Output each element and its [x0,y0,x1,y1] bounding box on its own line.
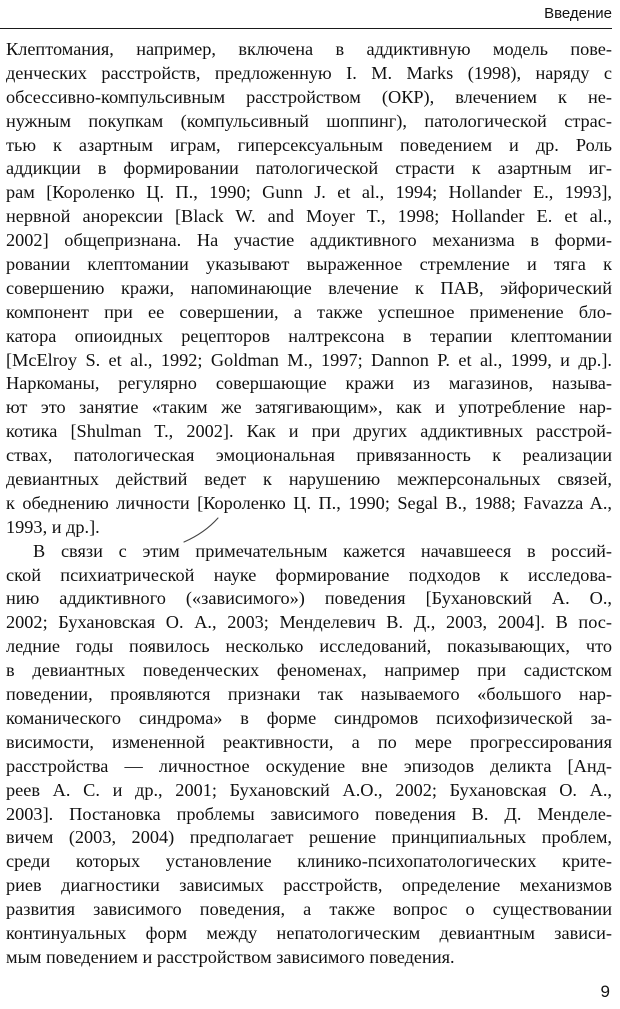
text-line: тью к азартным играм, гиперсексуальным поведением и др. Роль [6,134,612,155]
text-line: нужным покупкам (компульсивный шоппинг), патологической страс- [6,110,612,131]
text-line: рам [Короленко Ц. П., 1990; Gunn J. et al., 1994; Hollander E., 1993], [6,182,612,203]
text-line: континуальных форм между непатологическим девиантным зависи- [6,922,612,943]
text-line: совершению кражи, напоминающие влечение к ПАВ, эйфорический [6,277,612,298]
text-line: в девиантных поведенческих феноменах, например при садистском [6,660,612,681]
text-line: В связи с этим примечательным кажется начавшееся в россий- [33,540,612,561]
text-line: мым поведением и расстройством зависимого поведения. [6,946,455,967]
text-line: 2002; Бухановская О. А., 2003; Менделевич В. Д., 2003, 2004]. В пос- [6,612,612,633]
text-line: расстройства — личностное оскудение вне эпизодов деликта [Анд- [6,755,612,776]
text-line: котика [Shulman T., 2002]. Как и при других аддиктивных расстрой- [6,421,612,442]
text-line: реев А. С. и др., 2001; Бухановский А.О., 2002; Бухановская О. А., [6,779,612,800]
text-line: аддикции в формировании патологической страсти к азартным иг- [6,158,612,179]
text-line: висимости, измененной реактивности, а по мере прогрессирования [6,731,612,752]
text-line: 2002] общепризнана. На участие аддиктивного механизма в форми- [6,230,612,251]
pen-stroke-mark [180,515,222,545]
paragraph-2 [6,540,612,970]
text-line: денческих расстройств, предложенную I. M. Marks (1998), наряду с [6,62,612,83]
header-rule [0,28,612,29]
text-line: девиантных действий ведет к нарушению межперсональных связей, [6,469,612,490]
text-line: ледние годы появилось несколько исследований, показывающих, что [6,636,612,657]
text-line: 2003]. Постановка проблемы зависимого поведения В. Д. Менделе- [6,803,612,824]
paragraph-1 [6,38,612,540]
text-line: катора опиоидных рецепторов налтрексона в терапии клептомании [6,325,612,346]
page-number: 9 [600,982,610,1001]
text-line: ровании клептомании указывают выраженное стремление и тяга к [6,254,612,275]
text-line: Наркоманы, регулярно совершающие кражи из магазинов, называ- [6,373,612,394]
text-line: Клептомания, например, включена в аддиктивную модель пове- [6,39,612,59]
body-text [6,38,612,970]
running-head: Введение [544,5,612,22]
text-line: нервной анорексии [Black W. and Moyer T., 1998; Hollander E. et al., [6,206,612,227]
text-line: риев диагностики зависимых расстройств, определение механизмов [6,875,612,896]
text-line: развития зависимого поведения, а также вопрос о существовании [6,899,612,920]
text-line: ствах, патологическая эмоциональная привязанность к реализации [6,445,612,466]
text-line: поведении, проявляются признаки так называемого «большого нар- [6,684,612,705]
text-line: команического синдрома» в форме синдромов психофизической за- [6,707,612,728]
text-line: вичем (2003, 2004) предполагает решение принципиальных проблем, [6,827,612,848]
text-line: среди которых установление клинико-психопатологических крите- [6,851,612,872]
text-line: ской психиатрической науке формирование подходов к исследова- [6,564,612,585]
text-line: 1993, и др.]. [6,516,100,537]
text-line: компонент при ее совершении, а также успешное применение бло- [6,301,612,322]
text-line: [McElroy S. et al., 1992; Goldman M., 1997; Dannon P. et al., 1999, и др.]. [6,349,612,370]
text-line: к обеднению личности [Короленко Ц. П., 1990; Segal B., 1988; Favazza A., [6,492,612,513]
text-line: нию аддиктивного («зависимого») поведения [Бухановский А. О., [6,588,612,609]
text-line: обсессивно-компульсивным расстройством (ОКР), влечением к не- [6,86,612,107]
text-line: ют это занятие «таким же затягивающим», как и употребление нар- [6,397,612,418]
